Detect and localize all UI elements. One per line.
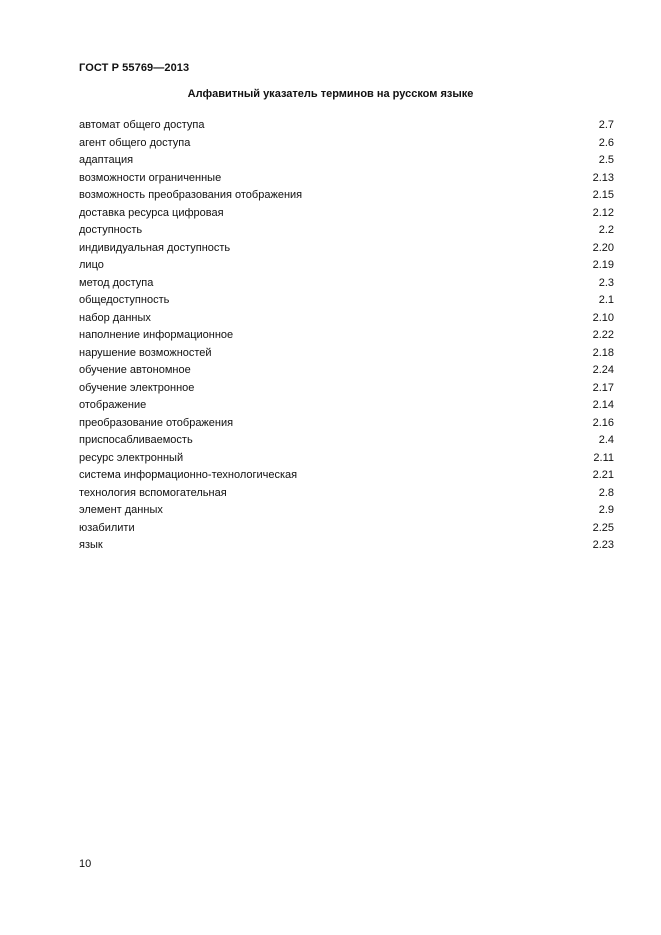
- index-entry: [79, 222, 614, 240]
- index-ref: 2.22: [592, 329, 614, 341]
- index-term: ресурс электронный: [79, 451, 184, 464]
- index-entry: [79, 432, 614, 450]
- index-ref: 2.12: [592, 206, 614, 219]
- index-term: технология вспомогательная: [79, 486, 227, 499]
- index-term: автомат общего доступа: [79, 119, 205, 131]
- page-number: 10: [79, 858, 92, 870]
- index-entry: [79, 292, 614, 310]
- index-term: система информационно-технологическая: [79, 469, 298, 481]
- index-ref: 2.2: [598, 224, 614, 236]
- index-entry: [79, 187, 614, 205]
- index-ref: 2.6: [598, 136, 614, 149]
- index-ref: 2.14: [592, 399, 614, 411]
- index-entry: [79, 117, 614, 135]
- index-ref: 2.15: [592, 189, 614, 201]
- index-term: преобразование отображения: [79, 416, 234, 429]
- index-term: индивидуальная доступность: [79, 241, 231, 254]
- index-entry: [79, 537, 614, 555]
- index-term: обучение электронное: [79, 381, 195, 394]
- term-index-list: [79, 117, 614, 555]
- index-entry: [79, 152, 614, 170]
- index-term: возможности ограниченные: [79, 171, 222, 184]
- index-term: доступность: [79, 224, 143, 236]
- index-entry: [79, 240, 614, 258]
- index-entry: [79, 310, 614, 328]
- index-ref: 2.16: [592, 416, 614, 429]
- index-term: приспосабливаемость: [79, 434, 193, 446]
- document-code: ГОСТ Р 55769—2013: [79, 62, 190, 74]
- index-ref: 2.20: [592, 241, 614, 254]
- index-ref: 2.18: [592, 346, 614, 359]
- index-term: адаптация: [79, 154, 134, 166]
- index-term: отображение: [79, 399, 147, 411]
- index-term: юзабилити: [79, 521, 135, 534]
- index-entry: [79, 415, 614, 433]
- index-ref: 2.8: [598, 486, 614, 499]
- index-entry: [79, 362, 614, 380]
- index-ref: 2.4: [598, 434, 614, 446]
- index-term: обучение автономное: [79, 364, 191, 376]
- index-entry: [79, 327, 614, 345]
- index-term: возможность преобразования отображения: [79, 189, 303, 201]
- index-term: нарушение возможностей: [79, 346, 212, 359]
- index-entry: [79, 135, 614, 153]
- index-term: агент общего доступа: [79, 136, 191, 149]
- index-ref: 2.17: [592, 381, 614, 394]
- index-entry: [79, 397, 614, 415]
- index-entry: [79, 170, 614, 188]
- index-ref: 2.3: [598, 276, 614, 289]
- index-ref: 2.11: [593, 451, 614, 464]
- index-term: метод доступа: [79, 276, 154, 289]
- index-ref: 2.1: [598, 294, 614, 306]
- index-ref: 2.13: [592, 171, 614, 184]
- index-entry: [79, 380, 614, 398]
- index-entry: [79, 502, 614, 520]
- index-entry: [79, 485, 614, 503]
- index-term: наполнение информационное: [79, 329, 234, 341]
- index-ref: 2.5: [598, 154, 614, 166]
- index-ref: 2.23: [592, 539, 614, 551]
- index-term: доставка ресурса цифровая: [79, 206, 224, 219]
- index-entry: [79, 275, 614, 293]
- index-ref: 2.10: [592, 311, 614, 324]
- index-term: лицо: [79, 259, 104, 271]
- index-entry: [79, 205, 614, 223]
- index-entry: [79, 345, 614, 363]
- index-entry: [79, 450, 614, 468]
- index-entry: [79, 520, 614, 538]
- index-ref: 2.19: [592, 259, 614, 271]
- index-ref: 2.24: [592, 364, 614, 376]
- index-term: элемент данных: [79, 504, 163, 516]
- index-term: язык: [79, 539, 103, 551]
- index-term: общедоступность: [79, 294, 170, 306]
- index-ref: 2.9: [598, 504, 614, 516]
- index-ref: 2.7: [598, 119, 614, 131]
- index-term: набор данных: [79, 311, 151, 324]
- index-ref: 2.25: [592, 521, 614, 534]
- index-entry: [79, 257, 614, 275]
- index-ref: 2.21: [592, 469, 614, 481]
- index-entry: [79, 467, 614, 485]
- index-title: Алфавитный указатель терминов на русском языке: [187, 88, 474, 100]
